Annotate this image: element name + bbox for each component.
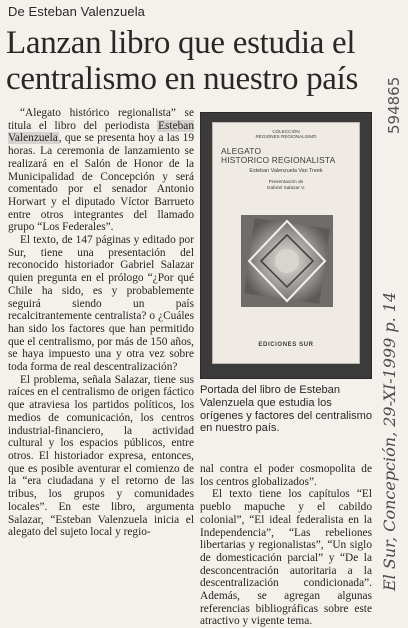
photo-caption: Portada del libro de Esteban Valenzuela que estudia los orígenes y factores del centralismo en nuestro país. [200, 384, 373, 435]
paragraph-2: El texto, de 147 páginas y editado por Sur, tiene una presentación del reconocido historiador Gabriel Salazar quien pregunta en el prólogo “¿Por qué Chile ha sido, es y probablemente seguirá siendo un país recalcitrantemente centralista? o ¿Cuáles han sido los factores que han permitido que el centralismo, por más de 150 años, se haya impuesto una y otra vez sobre toda forma de real descentralización? [8, 234, 194, 374]
paragraph-1 [8, 107, 194, 234]
cover-author: Esteban Valenzuela Van Treek [249, 168, 323, 174]
handwritten-margin-note [372, 6, 408, 600]
author-name-highlight: Esteban Valenzuela [8, 119, 194, 145]
paragraph-1-start: “Alegato histórico regionalista” se titula el libro del periodista [8, 107, 194, 132]
paragraph-4: El texto tiene los capítulos “El pueblo mapuche y el cabildo colonial”, “El ideal federalista en la Independencia”, “Las rebeliones libertarias y regionalistas”, “Un siglo de domesticación parcial” y “De la desconcentración autoritaria a la descentralización condicionada”. Además, se agregan algunas referencias bibliográficas sobre este atractivo y vigente tema. [200, 488, 372, 628]
byline: De Esteban Valenzuela [8, 4, 146, 19]
paragraph-1-end: , que se presenta hoy a las 19 horas. La ceremonia de lanzamiento se realizará en el Salón de Honor de la Municipalidad de Concepción y será comentado por el senador Antonio Horwart y el diputado Víctor Barrueto entre otros integrantes del llamado grupo “Los Federales”. [8, 132, 194, 234]
cover-series-label: COLECCIÓN REGIONES REGIONALISMO [255, 129, 317, 139]
book-cover [213, 123, 359, 363]
article-column-2 [200, 463, 372, 628]
handwritten-source-note: El Sur, Concepción, 29-XI-1999 p. 14 [380, 291, 399, 591]
cover-presentation: Presentación de Gabriel Salazar V. [266, 180, 306, 191]
headline: Lanzan libro que estudia el centralismo en nuestro país [6, 25, 359, 97]
cover-artwork [239, 213, 335, 309]
handwritten-archive-number: 594865 [385, 76, 403, 134]
paragraph-3: El problema, señala Salazar, tiene sus raíces en el centralismo de origen fáctico que atraviesa los partidos políticos, los medios de comunicación, los centros industrial-financiero, la actividad cultural y los espacios públicos, entre otros. El historiador expresa, entonces, que es posible aventurar el comienzo de la “era ciudadana y el retorno de las tribus, los grupos y comunidades locales”. En este libro, argumenta Salazar, “Esteban Valenzuela inicia el alegato del sujeto local y regio- [8, 373, 194, 539]
article-column-1 [8, 107, 194, 539]
cover-title: ALEGATO HISTORICO REGIONALISTA [221, 146, 336, 166]
paragraph-3-continued: nal contra el poder cosmopolita de los centros globalizados”. [200, 463, 372, 488]
book-cover-photo [200, 112, 372, 379]
cover-publisher: EDICIONES SUR [258, 342, 314, 348]
